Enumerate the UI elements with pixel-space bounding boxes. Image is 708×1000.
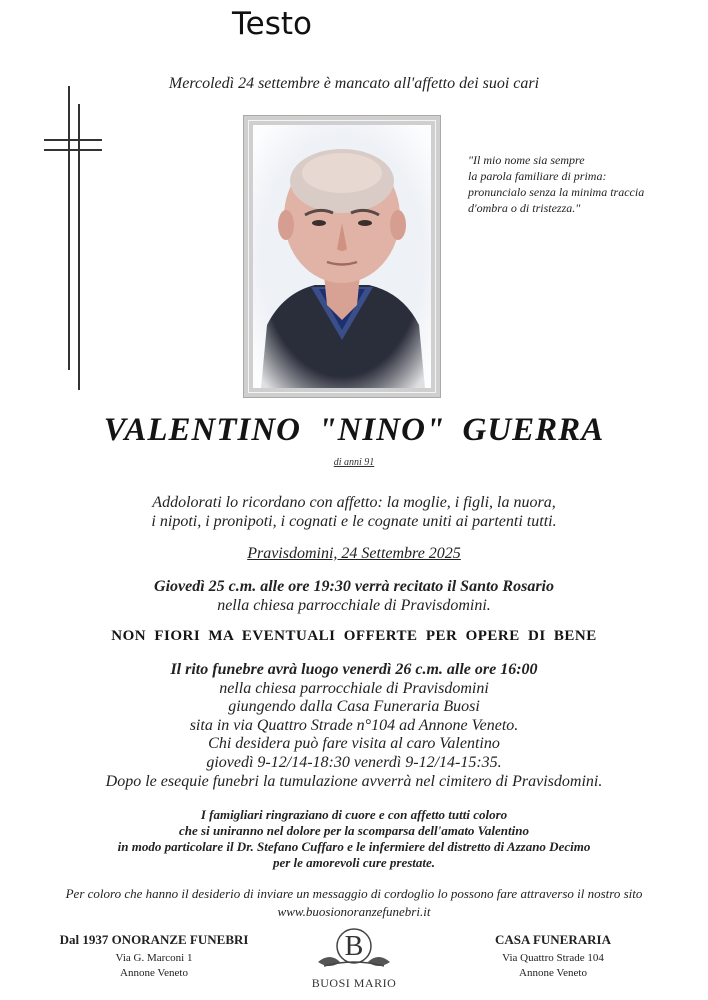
funeral-line: sita in via Quattro Strade n°104 ad Annone Veneto. xyxy=(189,716,519,734)
portrait-photo xyxy=(253,125,431,388)
death-announcement-intro: Mercoledì 24 settembre è mancato all'affetto dei suoi cari xyxy=(168,75,540,92)
funeral-line: nella chiesa parrocchiale di Pravisdomini xyxy=(219,679,489,697)
rosary-notice xyxy=(0,577,708,615)
footer-left-heading: Dal 1937 ONORANZE FUNEBRI xyxy=(59,932,249,947)
thanks-line: per le amorevoli cure prestate. xyxy=(272,855,436,870)
quote-line: "Il mio nome sia sempre xyxy=(468,153,585,167)
footer-right-address: Via Quattro Strade 104 xyxy=(502,952,604,964)
footer-funeral-home xyxy=(468,932,638,981)
funeral-line: giovedì 9-12/14-18:30 venerdì 9-12/14-15:35. xyxy=(206,753,502,771)
thanks-line: in modo particolare il Dr. Stefano Cuffaro e le infermiere del distretto di Azzano Decimo xyxy=(117,839,591,854)
thanks-notice xyxy=(0,807,708,871)
deceased-name: VALENTINO "NINO" GUERRA xyxy=(103,412,605,448)
footer-left-address: Via G. Marconi 1 xyxy=(115,952,193,964)
funeral-headline: Il rito funebre avrà luogo venerdì 26 c.m. alle ore 16:00 xyxy=(170,661,538,678)
funeral-line: Dopo le esequie funebri la tumulazione avverrà nel cimitero di Pravisdomini. xyxy=(105,772,603,790)
logo-text: BUOSI MARIO xyxy=(311,976,397,990)
footer-right-city: Annone Veneto xyxy=(519,967,587,979)
page-title: Testo xyxy=(232,6,313,42)
deceased-age: di anni 91 xyxy=(333,457,375,468)
logo-letter: B xyxy=(344,931,364,962)
condolence-text: Per coloro che hanno il desiderio di inviare un messaggio di cordoglio lo possono fare attraverso il nostro sito xyxy=(65,886,643,901)
footer-funeral-services xyxy=(44,932,264,981)
thanks-line: che si uniranno nel dolore per la scomparsa dell'amato Valentino xyxy=(179,823,529,838)
funeral-line: giungendo dalla Casa Funeraria Buosi xyxy=(228,698,480,716)
cross-icon xyxy=(44,86,104,390)
quote-line: pronuncialo senza la minima traccia xyxy=(468,185,645,199)
rosary-location: nella chiesa parrocchiale di Pravisdomini. xyxy=(217,597,491,614)
portrait-frame xyxy=(243,115,441,398)
condolence-notice xyxy=(0,885,708,921)
rosary-headline: Giovedì 25 c.m. alle ore 19:30 verrà recitato il Santo Rosario xyxy=(154,578,554,595)
memorial-quote xyxy=(468,152,688,216)
quote-line: la parola familiare di prima: xyxy=(468,169,607,183)
place-date: Pravisdomini, 24 Settembre 2025 xyxy=(247,545,461,562)
footer-left-city: Annone Veneto xyxy=(120,967,188,979)
footer-right-heading: CASA FUNERARIA xyxy=(495,932,611,947)
thanks-line: I famigliari ringraziano di cuore e con affetto tutti coloro xyxy=(200,807,508,822)
funeral-line: Chi desidera può fare visita al caro Valentino xyxy=(208,735,500,753)
funeral-notice xyxy=(0,661,708,791)
mourners-text xyxy=(0,493,708,531)
mourners-line: i nipoti, i pronipoti, i cognati e le cognate uniti ai partenti tutti. xyxy=(151,513,557,530)
no-flowers-notice: NON FIORI MA EVENTUALI OFFERTE PER OPERE DI BENE xyxy=(111,628,597,644)
website-link[interactable]: www.buosionoranzefunebri.it xyxy=(277,904,431,919)
buosi-logo xyxy=(310,922,398,996)
quote-line: d'ombra o di tristezza." xyxy=(468,201,581,215)
mourners-line: Addolorati lo ricordano con affetto: la moglie, i figli, la nuora, xyxy=(152,494,556,511)
